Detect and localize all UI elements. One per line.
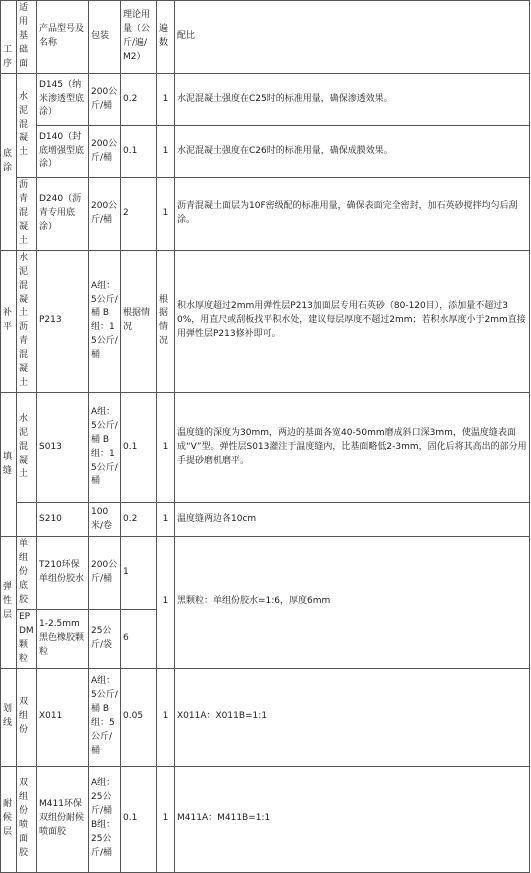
package-cell: A组：5公斤/桶 B组：15公斤/桶: [89, 393, 121, 503]
header-model: 产品型号及名称: [37, 1, 89, 74]
usage-cell: 0.1: [121, 126, 157, 178]
base-cell: 水泥混凝土: [17, 74, 37, 178]
mix-cell: 温度缝两边各10cm: [175, 503, 530, 537]
header-usage: 理论用量（公斤/遍/M2）: [121, 1, 157, 74]
base-cell: 沥青混凝土: [17, 178, 37, 251]
usage-cell: 1: [121, 537, 157, 610]
base-cell: [17, 503, 37, 537]
coats-cell: 1: [157, 393, 175, 503]
mix-cell: 积水厚度超过2mm用弹性层P213加面层专用石英砂（80-120目），添加量不超过30%，用直尺或刮板找平积水处，建议每层厚度不超过2mm；若积水厚度小于2mm直接用弹性层P213修补即可。: [175, 250, 530, 392]
usage-cell: 0.1: [121, 766, 157, 872]
mix-cell: 水泥混凝土强度在C26时的标准用量，确保成膜效果。: [175, 126, 530, 178]
header-mix: 配比: [175, 1, 530, 74]
table-row: [1, 766, 530, 872]
model-cell: S013: [37, 393, 89, 503]
model-cell: D145（纳米渗透型底涂）: [37, 74, 89, 126]
base-cell: 水泥混凝土沥青混凝土: [17, 250, 37, 392]
mix-cell: X011A：X011B=1:1: [175, 668, 530, 766]
base-cell: EPDM颗粒: [17, 609, 37, 668]
mix-cell: M411A：M411B=1:1: [175, 766, 530, 872]
table-row: [1, 503, 530, 537]
usage-cell: 6: [121, 609, 157, 668]
table-row: [1, 126, 530, 178]
process-cell: 弹性层: [1, 537, 17, 668]
process-cell: 填缝: [1, 393, 17, 537]
coats-cell: 根据情况: [157, 250, 175, 392]
header-package: 包装: [89, 1, 121, 74]
package-cell: A组：25公斤/桶 B组：25公斤/桶: [89, 766, 121, 872]
package-cell: 200公斤/桶: [89, 537, 121, 610]
process-cell: 底涂: [1, 74, 17, 251]
coats-cell: 1: [157, 766, 175, 872]
mix-cell: 温度缝的深度为30mm，两边的基面各宽40-50mm磨成斜口深3mm，使温度缝表面成“V”型。弹性层S013灌注于温度缝内，比基面略低2-3mm，固化后将其高出的部分用手提砂磨机磨平。: [175, 393, 530, 503]
coats-cell: 1: [157, 178, 175, 251]
process-cell: 耐候层: [1, 766, 17, 872]
usage-cell: 0.2: [121, 74, 157, 126]
table-row: [1, 537, 530, 610]
coats-cell: 1: [157, 668, 175, 766]
coats-cell: 1: [157, 537, 175, 668]
mix-cell: 沥青混凝土面层为10F密级配的标准用量，确保表面完全密封，加石英砂搅拌均匀后刮涂。: [175, 178, 530, 251]
header-row: [1, 1, 530, 74]
usage-cell: 2: [121, 178, 157, 251]
header-coats: 遍数: [157, 1, 175, 74]
model-cell: D140（封底增强型底涂）: [37, 126, 89, 178]
usage-cell: 0.05: [121, 668, 157, 766]
coats-cell: 1: [157, 126, 175, 178]
package-cell: A组：5公斤/桶 B组：5公斤/桶: [89, 668, 121, 766]
package-cell: 200公斤/桶: [89, 126, 121, 178]
coats-cell: 1: [157, 503, 175, 537]
package-cell: A组：5公斤/桶 B组：15公斤/桶: [89, 250, 121, 392]
table-row: [1, 178, 530, 251]
package-cell: 25公斤/袋: [89, 609, 121, 668]
usage-cell: 根据情况: [121, 250, 157, 392]
model-cell: X011: [37, 668, 89, 766]
base-cell: 单组份底胶: [17, 537, 37, 610]
header-process: 工序: [1, 1, 17, 74]
usage-cell: 0.1: [121, 393, 157, 503]
coats-cell: 1: [157, 74, 175, 126]
usage-cell: 0.2: [121, 503, 157, 537]
table-row: [1, 74, 530, 126]
model-cell: S210: [37, 503, 89, 537]
table-row: [1, 250, 530, 392]
model-cell: 1-2.5mm黑色橡胶颗粒: [37, 609, 89, 668]
package-cell: 200公斤/桶: [89, 74, 121, 126]
model-cell: T210环保单组份胶水: [37, 537, 89, 610]
table-row: [1, 668, 530, 766]
model-cell: M411环保双组份耐候喷面胶: [37, 766, 89, 872]
base-cell: 双组份: [17, 668, 37, 766]
base-cell: 水泥混凝土: [17, 393, 37, 503]
package-cell: 200公斤/桶: [89, 178, 121, 251]
mix-cell: 黑颗粒：单组份胶水=1:6，厚度6mm: [175, 537, 530, 668]
mix-cell: 水泥混凝土强度在C25时的标准用量，确保渗透效果。: [175, 74, 530, 126]
model-cell: P213: [37, 250, 89, 392]
package-cell: 100米/卷: [89, 503, 121, 537]
base-cell: 双组份喷面胶: [17, 766, 37, 872]
table-row: [1, 393, 530, 503]
header-base: 适用基础面: [17, 1, 37, 74]
model-cell: D240（沥青专用底涂）: [37, 178, 89, 251]
process-cell: 补平: [1, 250, 17, 392]
process-cell: 划线: [1, 668, 17, 766]
